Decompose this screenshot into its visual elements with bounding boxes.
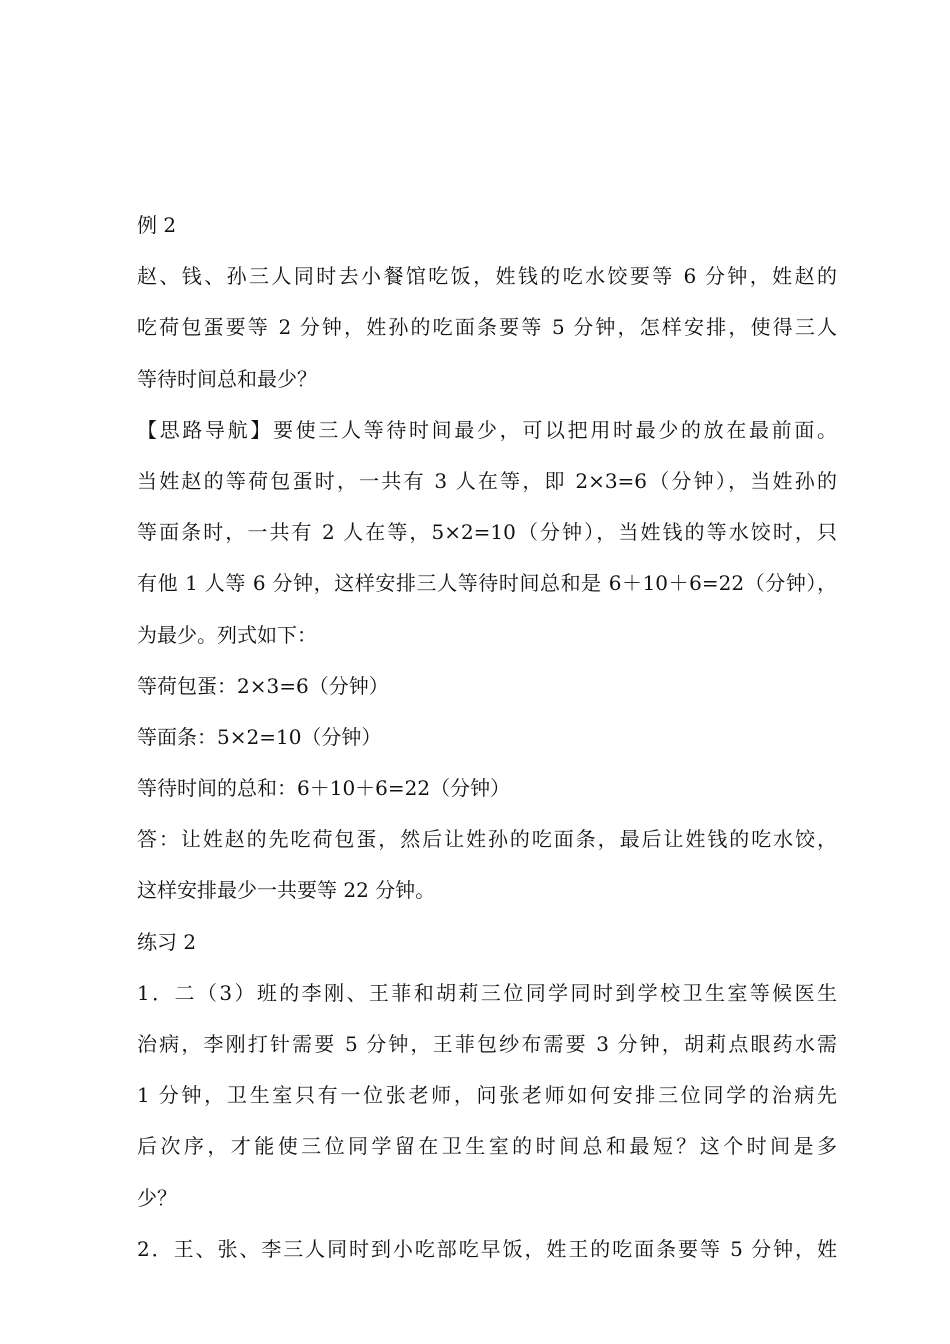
exercise-heading: 练习 2 (137, 929, 197, 954)
exercise-line: 治病，李刚打针需要 5 分钟，王菲包纱布需要 3 分钟，胡莉点眼药水需 (137, 1032, 837, 1056)
hint-line: 有他 1 人等 6 分钟，这样安排三人等待时间总和是 6＋10＋6=22（分钟）， (137, 571, 837, 596)
hint-line: 【思路导航】要使三人等待时间最少，可以把用时最少的放在最前面。 (137, 417, 837, 442)
exercise-line: 1 分钟，卫生室只有一位张老师，问张老师如何安排三位同学的治病先 (137, 1083, 837, 1108)
exercise-line: 1．二（3）班的李刚、王菲和胡莉三位同学同时到学校卫生室等候医生 (137, 980, 837, 1005)
example-heading: 例 2 (137, 213, 177, 237)
formula-line: 等荷包蛋：2×3=6（分钟） (137, 673, 389, 698)
formula-line: 等待时间的总和：6＋10＋6=22（分钟） (137, 776, 511, 801)
hint-line: 当姓赵的等荷包蛋时，一共有 3 人在等，即 2×3=6（分钟），当姓孙的 (137, 468, 837, 493)
exercise-line: 少？ (137, 1185, 177, 1210)
answer-line: 这样安排最少一共要等 22 分钟。 (137, 878, 436, 903)
exercise-line: 2．王、张、李三人同时到小吃部吃早饭，姓王的吃面条要等 5 分钟，姓 (137, 1236, 837, 1261)
answer-line: 答：让姓赵的先吃荷包蛋，然后让姓孙的吃面条，最后让姓钱的吃水饺， (137, 827, 837, 852)
exercise-line: 后次序，才能使三位同学留在卫生室的时间总和最短？这个时间是多 (137, 1134, 837, 1159)
problem-line: 赵、钱、孙三人同时去小餐馆吃饭，姓钱的吃水饺要等 6 分钟，姓赵的 (137, 264, 837, 289)
problem-line: 等待时间总和最少？ (137, 366, 317, 391)
problem-line: 吃荷包蛋要等 2 分钟，姓孙的吃面条要等 5 分钟，怎样安排，使得三人 (137, 315, 837, 340)
document-page (137, 206, 837, 1281)
formula-line: 等面条：5×2=10（分钟） (137, 724, 382, 749)
hint-line: 等面条时，一共有 2 人在等，5×2=10（分钟），当姓钱的等水饺时，只 (137, 520, 837, 545)
hint-line: 为最少。列式如下： (137, 622, 317, 647)
